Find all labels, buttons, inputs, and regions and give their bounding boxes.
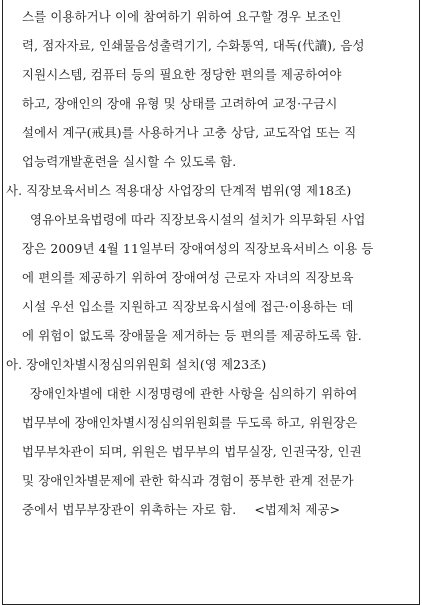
section-marker: 아. [6,357,23,372]
text-line: 설에서 계구(戒具)를 사용하거나 고충 상담, 교도작업 또는 직 [22,125,357,140]
section-heading-text: 장애인차별시정심의위원회 설치(영 제23조) [26,357,267,372]
source-note: <법제처 제공> [254,502,341,517]
text-line: 스를 이용하거나 이에 참여하기 위하여 요구할 경우 보조인 [22,9,342,24]
text-line: 법무부에 장애인차별시정심의위원회를 두도록 하고, 위원장은 [22,415,358,430]
text-line: 업능력개발훈련을 실시할 수 있도록 함. [22,154,237,169]
text-line: 법무부차관이 되며, 위원은 법무부의 법무실장, 인권국장, 인권 [22,444,362,459]
text-line: 력, 점자자료, 인쇄물음성출력기기, 수화통역, 대독(代讀), 음성 [22,38,365,53]
text-line: 장애인차별에 대한 시정명령에 관한 사항을 심의하기 위하여 [30,386,358,401]
text-line: 시설 우선 입소를 지원하고 직장보육시설에 접근·이용하는 데 [22,299,354,314]
section-heading [0,176,422,205]
section-a [0,350,422,524]
text-line [0,495,422,524]
text-line: 에 편의를 제공하기 위하여 장애여성 근로자 자녀의 직장보육 [22,270,354,285]
section-heading [0,350,422,379]
section-sa [0,176,422,350]
text-line-content: 중에서 법무부장관이 위촉하는 자로 함. [22,502,237,517]
text-line: 영유아보육법령에 따라 직장보육시설의 설치가 의무화된 사업 [30,212,366,227]
text-line: 장은 2009년 4월 11일부터 장애여성의 직장보육서비스 이용 등 [22,241,374,256]
text-line: 및 장애인차별문제에 관한 학식과 경험이 풍부한 관계 전문가 [22,473,354,488]
text-line: 하고, 장애인의 장애 유형 및 상태를 고려하여 교정·구금시 [22,96,338,111]
section-marker: 사. [6,183,23,198]
section-continuation [0,2,422,176]
text-line: 지원시스템, 컴퓨터 등의 필요한 정당한 편의를 제공하여야 [22,67,342,82]
text-line: 에 위험이 없도록 장애물을 제거하는 등 편의를 제공하도록 함. [22,328,362,343]
section-heading-text: 직장보육서비스 적용대상 사업장의 단계적 범위(영 제18조) [26,183,352,198]
